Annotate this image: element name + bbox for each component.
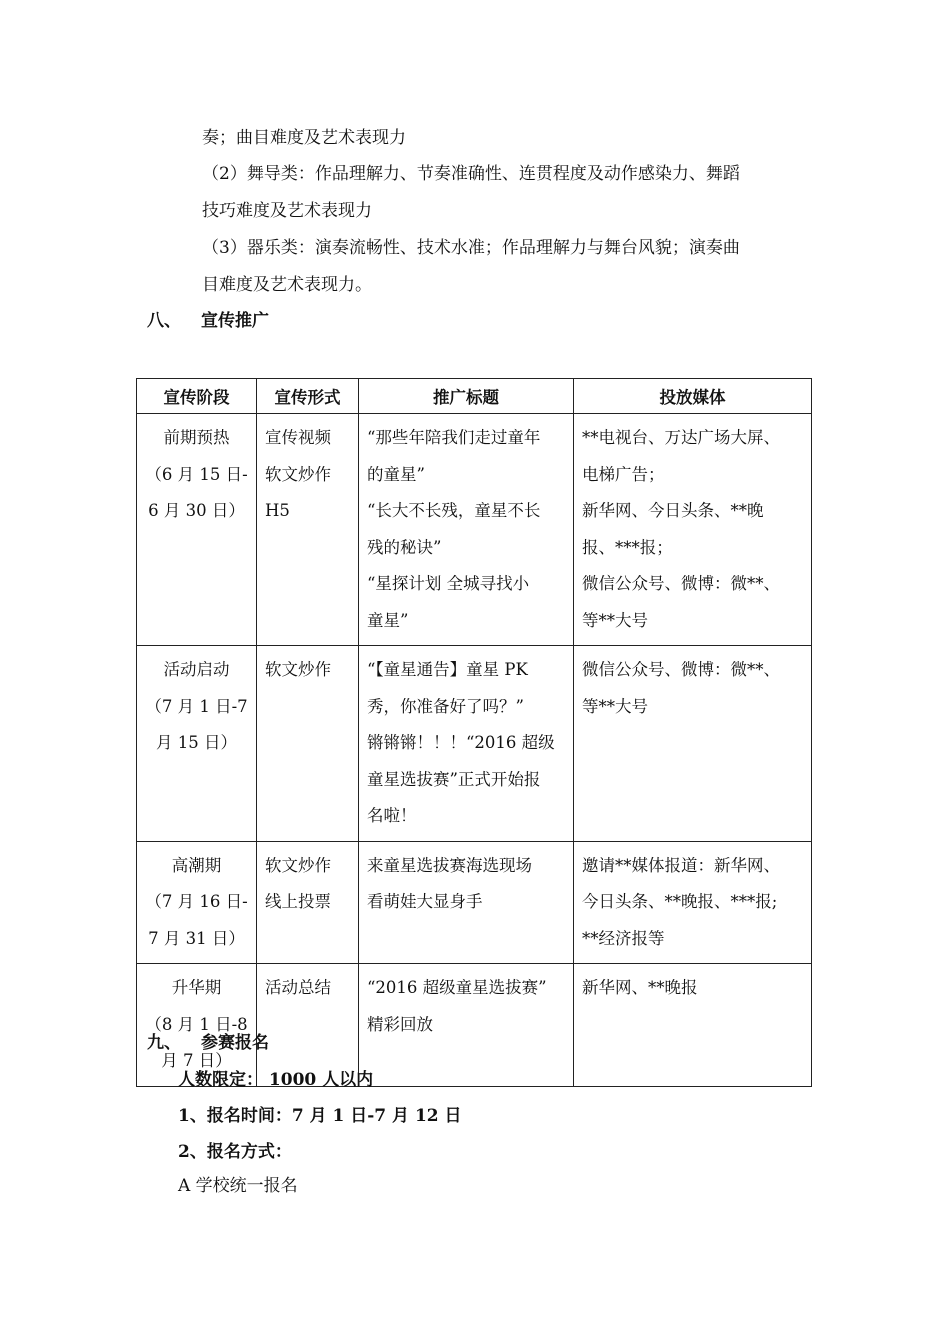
cell-text: 前期预热 [163, 428, 230, 447]
stage-cell [137, 646, 257, 842]
cell-text: （8 月 1 日-8 [145, 1014, 248, 1034]
section-9-number: 九、 [147, 1033, 181, 1053]
table-row [137, 646, 812, 842]
cell-text: 活动总结 [265, 978, 331, 997]
cell-text: 7 月 31 日） [148, 928, 245, 948]
cell-text: “那些年陪我们走过童年 [367, 428, 541, 447]
form-cell [257, 646, 359, 842]
cell-text: 秀，你准备好了吗？” [367, 696, 524, 716]
cell-text: 微信公众号、微博：微**、 [582, 574, 780, 593]
title-cell [359, 414, 574, 646]
section-8-title: 宣传推广 [201, 311, 269, 331]
form-cell [257, 414, 359, 646]
header-form: 宣传形式 [257, 379, 359, 414]
cell-text: 软文炒作 [265, 660, 331, 679]
cell-text: “2016 超级童星选拔赛” [367, 978, 547, 997]
media-cell [574, 414, 812, 646]
cell-text: 名啦！ [367, 806, 417, 825]
cell-text: 高潮期 [171, 855, 222, 875]
cell-text: （7 月 16 日- [145, 892, 248, 911]
cell-text: “长大不长残，童星不长 [367, 501, 541, 520]
cell-text: **电视台、万达广场大屏、 [582, 428, 780, 447]
registration-school: A 学校统一报名 [178, 1176, 298, 1196]
stage-cell [137, 841, 257, 964]
registration-time: 1、报名时间：7 月 1 日-7 月 12 日 [178, 1106, 462, 1126]
cell-text: H5 [265, 501, 290, 520]
cell-text: 精彩回放 [367, 1014, 433, 1034]
cell-text: 电梯广告； [582, 464, 665, 484]
cell-text: 宣传视频 [265, 428, 331, 447]
cell-text: 看萌娃大显身手 [367, 892, 483, 911]
cell-text: “星探计划 全城寻找小 [367, 574, 530, 593]
intro-line-4: （3）器乐类：演奏流畅性、技术水准；作品理解力与舞台风貌；演奏曲 [202, 238, 740, 258]
media-cell [574, 964, 812, 1087]
title-cell [359, 841, 574, 964]
cell-text: 6 月 30 日） [148, 501, 245, 520]
participant-limit: 人数限定： 1000 人以内 [178, 1070, 374, 1090]
intro-line-1: 奏；曲目难度及艺术表现力 [202, 128, 406, 148]
cell-text: 残的秘诀” [367, 537, 442, 557]
cell-text: 线上投票 [265, 892, 331, 911]
intro-line-5: 目难度及艺术表现力。 [202, 275, 372, 295]
media-cell [574, 841, 812, 964]
cell-text: 升华期 [171, 978, 222, 997]
cell-text: **经济报等 [582, 928, 665, 948]
section-9-heading [147, 1025, 269, 1061]
intro-line-2: （2）舞导类：作品理解力、节奏准确性、连贯程度及动作感染力、舞蹈 [202, 164, 740, 184]
cell-text: 等**大号 [582, 610, 648, 630]
intro-line-3: 技巧难度及艺术表现力 [202, 201, 372, 221]
header-title: 推广标题 [359, 379, 574, 414]
cell-text: 月 7 日） [161, 1051, 232, 1070]
table-header-row [137, 379, 812, 414]
cell-text: 活动启动 [163, 660, 230, 679]
cell-text: 童星选拔赛”正式开始报 [367, 769, 541, 789]
cell-text: 软文炒作 [265, 855, 331, 875]
section-8-number: 八、 [147, 311, 181, 331]
title-cell [359, 964, 574, 1087]
cell-text: 新华网、今日头条、**晚 [582, 501, 764, 520]
header-stage: 宣传阶段 [137, 379, 257, 414]
stage-cell [137, 414, 257, 646]
cell-text: 月 15 日） [156, 733, 237, 752]
cell-text: 软文炒作 [265, 464, 331, 484]
cell-text: 新华网、**晚报 [582, 978, 698, 997]
cell-text: “【童星通告】童星 PK [367, 660, 528, 679]
section-8-heading [147, 303, 269, 339]
promotion-table [136, 378, 812, 1087]
table-row [137, 841, 812, 964]
table-row [137, 414, 812, 646]
cell-text: 邀请**媒体报道：新华网、 [582, 855, 780, 875]
media-cell [574, 646, 812, 842]
form-cell [257, 841, 359, 964]
cell-text: 的童星” [367, 464, 425, 484]
header-media: 投放媒体 [574, 379, 812, 414]
cell-text: 锵锵锵！！！“2016 超级 [367, 733, 555, 752]
registration-method: 2、报名方式： [178, 1142, 292, 1162]
cell-text: 今日头条、**晚报、***报; [582, 892, 778, 911]
cell-text: （7 月 1 日-7 [145, 696, 248, 716]
cell-text: 来童星选拔赛海选现场 [367, 855, 532, 875]
cell-text: （6 月 15 日- [145, 464, 248, 484]
title-cell [359, 646, 574, 842]
cell-text: 报、***报； [582, 537, 673, 557]
cell-text: 等**大号 [582, 696, 648, 716]
cell-text: 童星” [367, 610, 409, 630]
section-9-title: 参赛报名 [201, 1033, 269, 1053]
cell-text: 微信公众号、微博：微**、 [582, 660, 780, 679]
